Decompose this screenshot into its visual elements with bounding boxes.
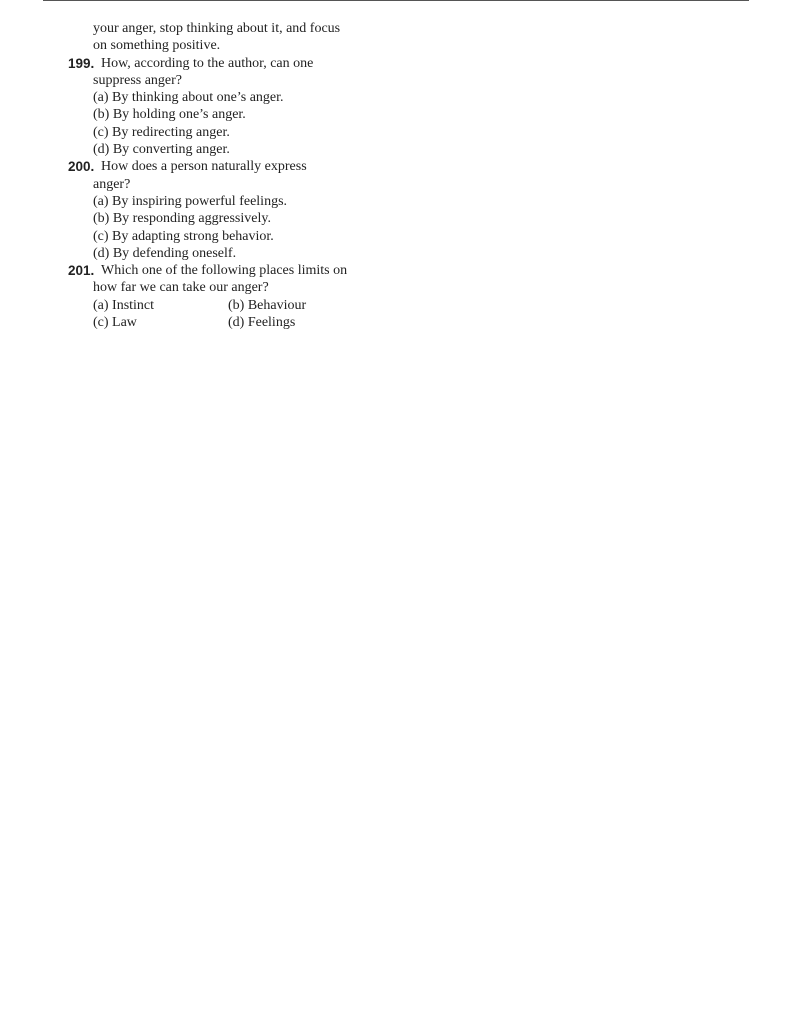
option-a: (a) By thinking about one’s anger. — [93, 90, 284, 106]
option-b: (b) Behaviour — [228, 297, 307, 313]
intro-continuation-line-1: your anger, stop thinking about it, and focus — [93, 21, 341, 36]
question-text-continued: anger? — [93, 176, 131, 192]
question-text-continued: suppress anger? — [93, 72, 183, 88]
option-d: (d) By converting anger. — [93, 142, 230, 158]
options-grid — [68, 297, 388, 332]
option-d: (d) By defending oneself. — [93, 245, 237, 261]
question-column — [68, 20, 388, 331]
question-text-continued: how far we can take our anger? — [93, 280, 269, 296]
intro-continuation-line-2: on something positive. — [93, 38, 221, 54]
question-199 — [68, 55, 388, 159]
option-b: (b) By holding one’s anger. — [93, 107, 246, 123]
question-text: How, according to the author, can one — [101, 55, 314, 71]
option-c: (c) By adapting strong behavior. — [93, 228, 274, 244]
question-200 — [68, 158, 388, 262]
option-c: (c) Law — [93, 315, 137, 331]
question-201 — [68, 262, 388, 331]
question-text: How does a person naturally express — [101, 159, 307, 175]
question-number: 199. — [68, 55, 95, 71]
option-a: (a) Instinct — [93, 297, 155, 313]
page-top-rule — [43, 0, 749, 1]
option-b: (b) By responding aggressively. — [93, 211, 271, 227]
option-d: (d) Feelings — [228, 315, 296, 331]
question-text: Which one of the following places limits on — [101, 263, 348, 279]
question-number: 200. — [68, 159, 95, 175]
option-c: (c) By redirecting anger. — [93, 124, 230, 140]
question-number: 201. — [68, 263, 95, 279]
option-a: (a) By inspiring powerful feelings. — [93, 193, 288, 209]
